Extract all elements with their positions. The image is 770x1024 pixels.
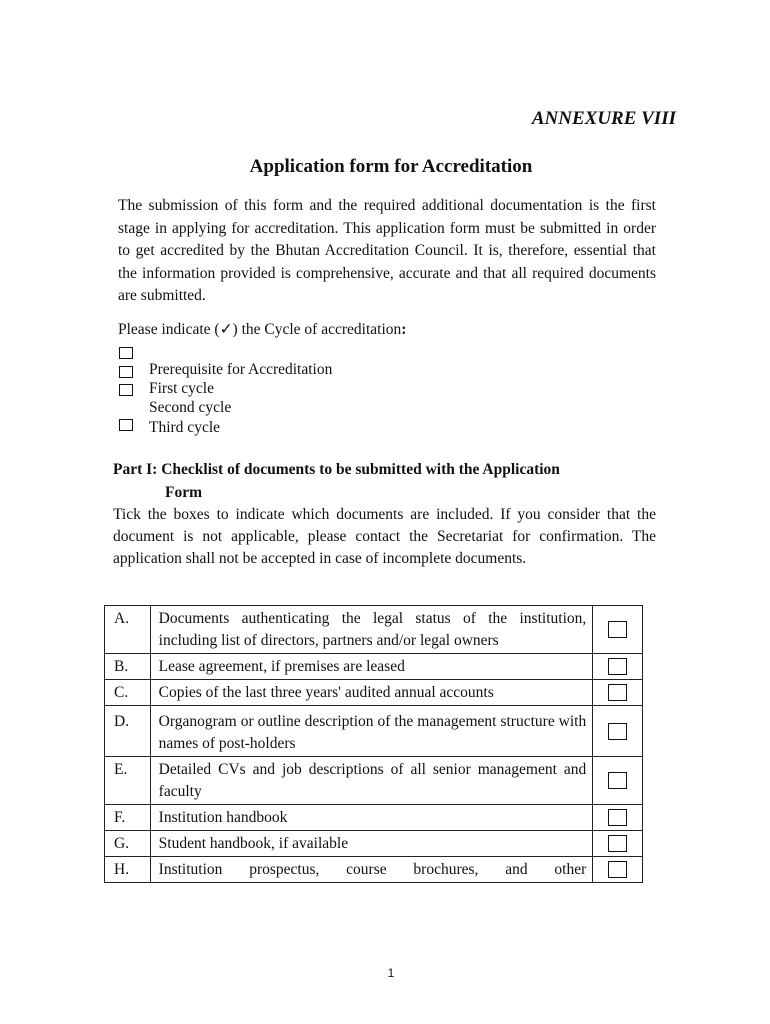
table-row [105,831,643,857]
row-description: Copies of the last three years' audited annual accounts [150,680,593,706]
table-row [105,757,643,805]
document-checkbox[interactable] [608,684,627,701]
document-checkbox[interactable] [608,621,627,638]
table-row [105,680,643,706]
row-description: Organogram or outline description of the management structure with names of post-holders [150,706,593,757]
cycle-option-third: Third cycle [149,419,221,436]
row-description: Institution handbook [150,805,593,831]
row-description: Institution prospectus, course brochures, and other [150,857,593,883]
row-letter: E. [105,757,151,805]
row-letter: G. [105,831,151,857]
table-row [105,606,643,654]
document-checkbox[interactable] [608,772,627,789]
row-letter: D. [105,706,151,757]
row-checkbox-cell [593,757,643,805]
row-checkbox-cell [593,680,643,706]
cycle-option-second: Second cycle [149,399,232,416]
row-letter: C. [105,680,151,706]
row-letter: F. [105,805,151,831]
row-checkbox-cell [593,857,643,883]
cycle-checkbox-3[interactable] [119,384,133,396]
row-letter: A. [105,606,151,654]
row-description: Documents authenticating the legal status of the institution, including list of directors, partners and/or legal owners [150,606,593,654]
document-checkbox[interactable] [608,658,627,675]
row-checkbox-cell [593,654,643,680]
cycle-prompt-text: Please indicate (✓) the Cycle of accreditation [118,321,402,338]
document-checkbox[interactable] [608,809,627,826]
row-checkbox-cell [593,606,643,654]
cycle-option-first: First cycle [149,380,214,397]
cycle-prompt [118,320,406,339]
table-row [105,857,643,883]
row-description: Student handbook, if available [150,831,593,857]
annexure-label: ANNEXURE VIII [531,108,676,129]
table-row [105,805,643,831]
document-checkbox[interactable] [608,835,627,852]
document-checkbox[interactable] [608,861,627,878]
intro-paragraph: The submission of this form and the required additional documentation is the first stage in applying for accreditation. This application form must be submitted in order to get accredited by the Bhutan Accreditation Council. It is, therefore, essential that the information provided is comprehensive, accurate and that all required documents are submitted. [118,197,656,305]
part1-instructions: Tick the boxes to indicate which documents are included. If you consider that the document is not applicable, please contact the Secretariat for confirmation. The application shall not be accepted in case of incomplete documents. [113,506,656,567]
cycle-checkbox-2[interactable] [119,366,133,378]
cycle-prompt-colon: : [401,321,407,338]
page-number: 1 [387,966,395,980]
row-checkbox-cell [593,831,643,857]
cycle-checkbox-4[interactable] [119,419,133,431]
part1-heading [113,458,653,504]
row-description: Detailed CVs and job descriptions of all senior management and faculty [150,757,593,805]
row-checkbox-cell [593,805,643,831]
row-description: Lease agreement, if premises are leased [150,654,593,680]
row-letter: H. [105,857,151,883]
page-title: Application form for Accreditation [249,156,533,177]
table-row [105,706,643,757]
part1-heading-line1: Part I: Checklist of documents to be submitted with the Application [113,461,560,478]
document-checklist-table [104,605,643,883]
cycle-option-prerequisite: Prerequisite for Accreditation [149,361,333,378]
cycle-checkbox-1[interactable] [119,347,133,359]
row-checkbox-cell [593,706,643,757]
part1-heading-line2: Form [165,484,203,501]
table-row [105,654,643,680]
document-checkbox[interactable] [608,723,627,740]
row-letter: B. [105,654,151,680]
